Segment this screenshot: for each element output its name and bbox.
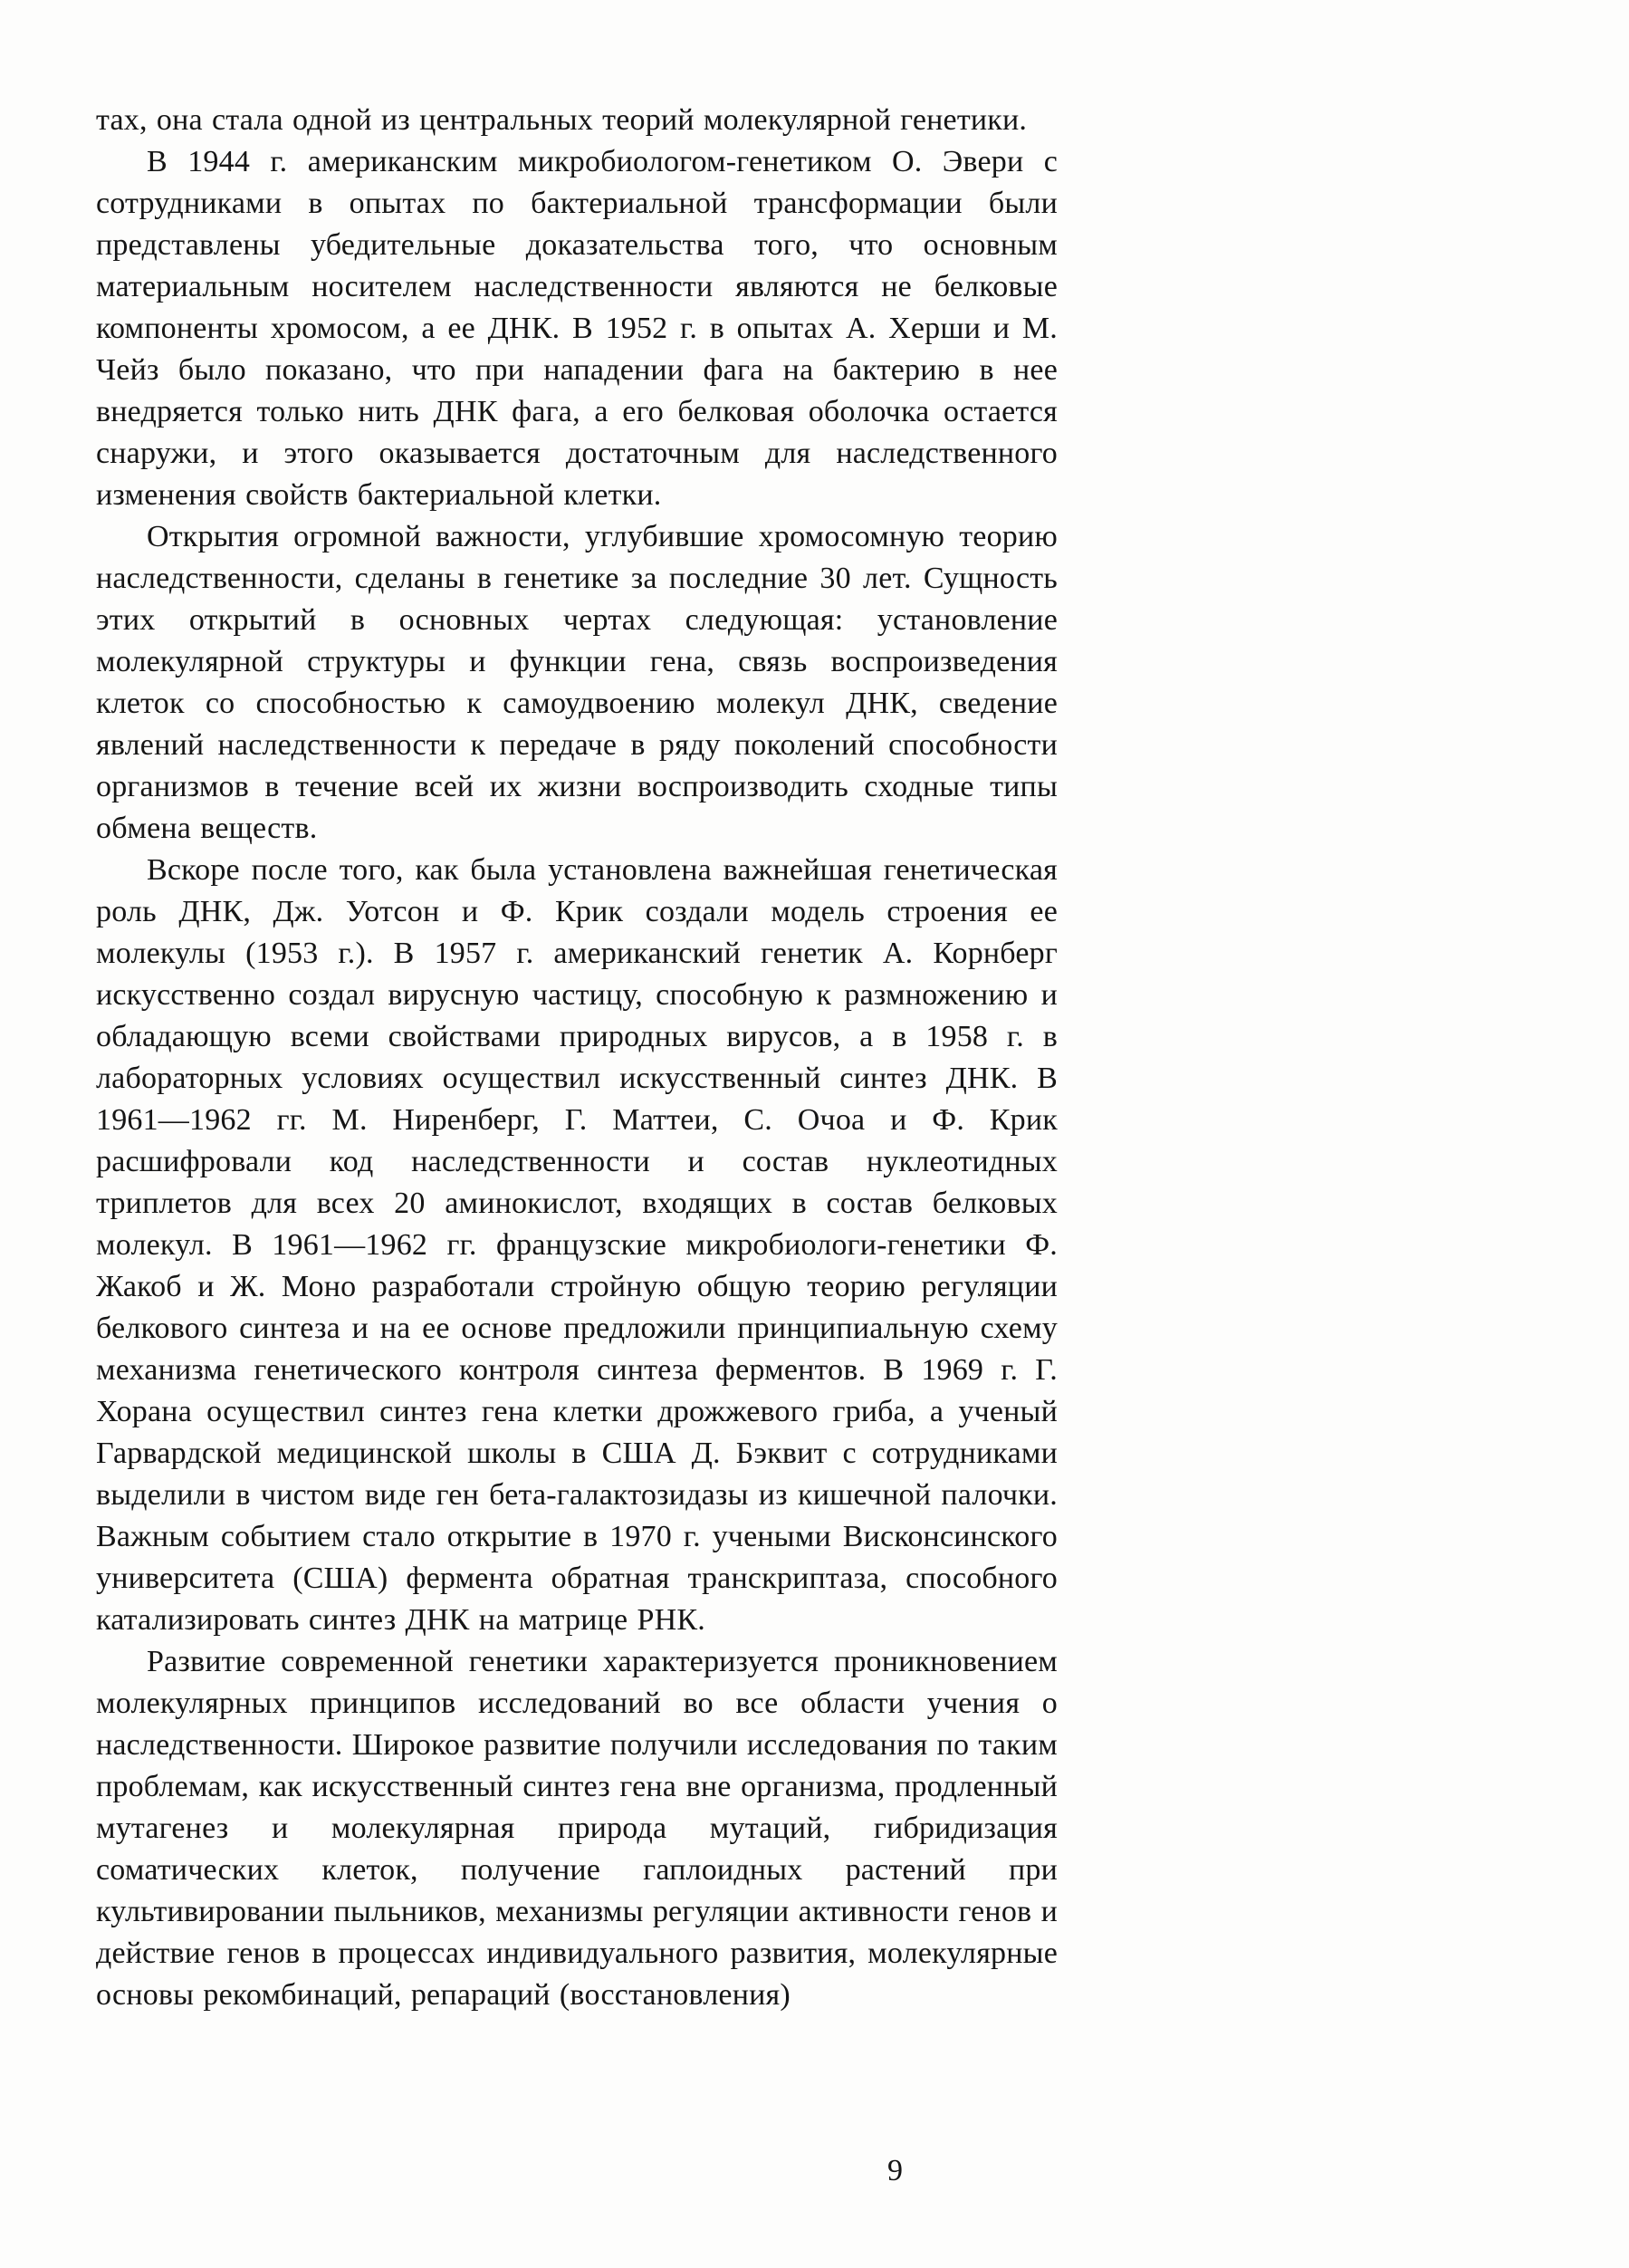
- paragraph: тах, она стала одной из центральных теорий молекулярной генетики.: [96, 103, 1028, 137]
- paragraph: В 1944 г. американским микробиологом-генетиком О. Эвери с сотрудниками в опытах по бактериальной трансформации были представлены убедительные доказательства того, что основным материальным носителем наследственности являются не белковые компоненты хромосом, а ее ДНК. В 1952 г. в опытах А. Херши и М. Чейз было показано, что при нападении фага на бактерию в нее внедряется только нить ДНК фага, а его белковая оболочка остается снаружи, и этого оказывается достаточным для наследственного изменения свойств бактериальной клетки.: [96, 145, 1058, 512]
- page-number: 9: [887, 2154, 903, 2187]
- paragraph: Развитие современной генетики характеризуется проникновением молекулярных принципов исследований во все области учения о наследственности. Широкое развитие получили исследования по таким проблемам, как искусственный синтез гена вне организма, продленный мутагенез и молекулярная природа мутаций, гибридизация соматических клеток, получение гаплоидных растений при культивировании пыльников, механизмы регуляции активности генов и действие генов в процессах индивидуального развития, молекулярные основы рекомбинаций, репараций (восстановления): [96, 1645, 1058, 2012]
- paragraph: Открытия огромной важности, углубившие хромосомную теорию наследственности, сделаны в генетике за последние 30 лет. Сущность этих открытий в основных чертах следующая: установление молекулярной структуры и функции гена, связь воспроизведения клеток со способностью к самоудвоению молекул ДНК, сведение явлений наследственности к передаче в ряду поколений способности организмов в течение всей их жизни воспроизводить сходные типы обмена веществ.: [96, 520, 1058, 845]
- paragraph: Вскоре после того, как была установлена важнейшая генетическая роль ДНК, Дж. Уотсон и Ф. Крик создали модель строения ее молекулы (1953 г.). В 1957 г. американский генетик А. Корнберг искусственно создал вирусную частицу, способную к размножению и обладающую всеми свойствами природных вирусов, а в 1958 г. в лабораторных условиях осуществил искусственный синтез ДНК. В 1961—1962 гг. М. Ниренберг, Г. Маттеи, С. Очоа и Ф. Крик расшифровали код наследственности и состав нуклеотидных триплетов для всех 20 аминокислот, входящих в состав белковых молекул. В 1961—1962 гг. французские микробиологи-генетики Ф. Жакоб и Ж. Моно разработали стройную общую теорию регуляции белкового синтеза и на ее основе предложили принципиальную схему механизма генетического контроля синтеза ферментов. В 1969 г. Г. Хорана осуществил синтез гена клетки дрожжевого гриба, а ученый Гарвардской медицинской школы в США Д. Бэквит с сотрудниками выделили в чистом виде ген бета-галактозидазы из кишечной палочки. Важным событием стало открытие в 1970 г. учеными Висконсинского университета (США) фермента обратная транскриптаза, способного катализировать синтез ДНК на матрице РНК.: [96, 853, 1058, 1637]
- page-text-block: [96, 100, 1058, 2016]
